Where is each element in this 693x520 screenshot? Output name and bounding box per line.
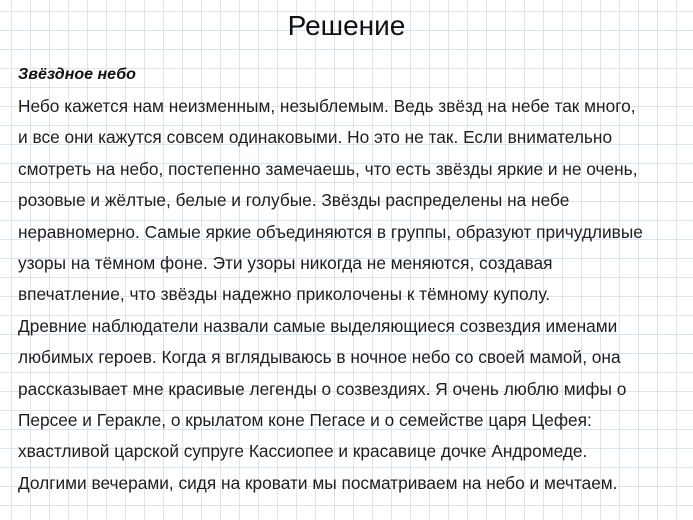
text-line: розовые и жёлтые, белые и голубые. Звёзды распределены на небе [18,190,570,211]
text-line: впечатление, что звёзды надежно приколочены к тёмному куполу. [18,284,551,305]
text-line: Небо кажется нам неизменным, незыблемым. Ведь звёзд на небе так много, [18,96,636,116]
page-title: Решение [287,10,406,41]
text-line: Персее и Геракле, о крылатом коне Пегасе и о семействе царя Цефея: [18,409,592,430]
text-line: узоры на тёмном фоне. Эти узоры никогда не меняются, создавая [18,252,553,273]
text-line: хвастливой царской супруге Кассиопее и красавице дочке Андромеде. [18,441,588,462]
text-line: рассказывает мне красивые легенды о созвездиях. Я очень люблю мифы о [18,378,627,399]
text-line: Древние наблюдатели назвали самые выделяющиеся созвездия именами [18,315,618,336]
text-line: неравномерно. Самые яркие объединяются в группы, образуют причудливые [18,221,643,242]
essay-subtitle: Звёздное небо [18,66,136,83]
text-line: любимых героев. Когда я вглядываюсь в ночное небо со своей мамой, она [18,347,621,368]
essay-body [18,91,688,499]
text-line: смотреть на небо, постепенно замечаешь, что есть звёзды яркие и не очень, [18,158,638,179]
text-line: Долгими вечерами, сидя на кровати мы посматриваем на небо и мечтаем. [18,472,618,493]
text-line: и все они кажутся совсем одинаковыми. Но это не так. Если внимательно [18,127,613,148]
